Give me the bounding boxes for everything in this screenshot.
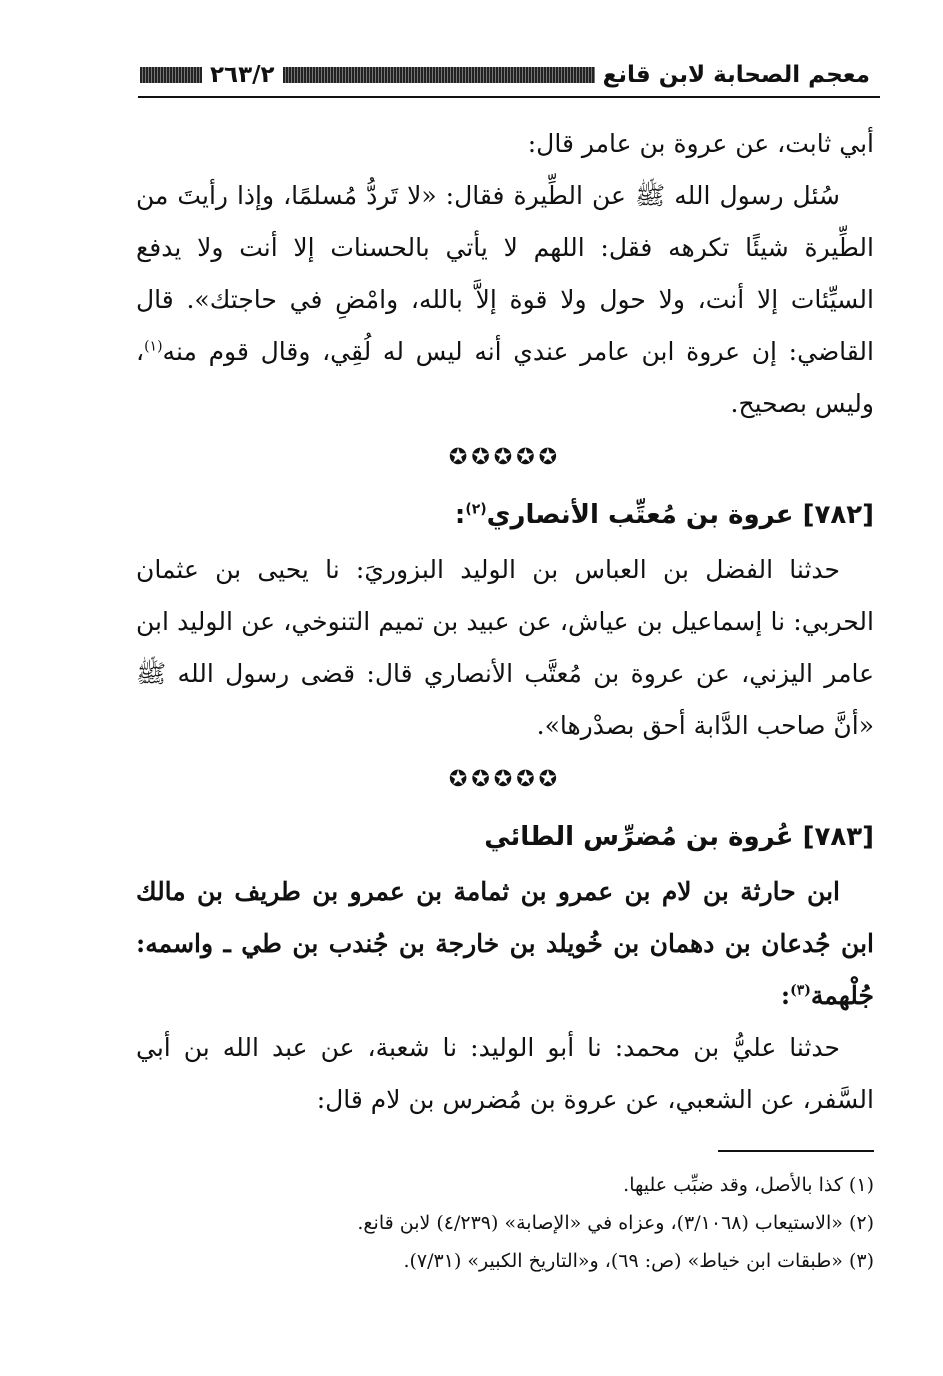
section-divider: ✪✪✪✪✪ [448,445,562,470]
entry-heading-782-colon: : [454,500,466,530]
paragraph-entry-783: حدثنا عليُّ بن محمد: نا أبو الوليد: نا شعبة، عن عبد الله بن أبي السَّفر، عن الشعبي، عن عروة بن مُضرس بن لام قال: [136,1033,874,1114]
paragraph-hadith [136,170,874,430]
paragraph-lineage-text: ابن حارثة بن لام بن عمرو بن ثمامة بن عمرو بن طريف بن مالك ابن جُدعان بن دهمان بن خُويلد بن خارجة بن جُندب بن طي ـ واسمه: جُلْهمة [136,877,874,1010]
paragraph-hadith-text: سُئل رسول الله ﷺ عن الطِّيرة فقال: «لا تَردُّ مُسلمًا، وإذا رأيتَ من الطِّيرة شيئًا تكرهه فقل: اللهم لا يأتي بالحسنات إلا أنت ولا يدفع السيِّئات إلا أنت، ولا حول ولا قوة إلاَّ بالله، وامْضِ في حاجتك». قال القاضي: إن عروة ابن عامر عندي أنه ليس له لُقِي، وقال قوم منه [136,181,875,366]
footnote-ref-3: (٣) [790,982,811,999]
running-header [140,58,878,92]
paragraph-entry-782: حدثنا الفضل بن العباس بن الوليد البزوريَ: نا يحيى بن عثمان الحربي: نا إسماعيل بن عياش، عن عبيد بن تميم التنوخي، عن الوليد ابن عامر اليزني، عن عروة بن مُعتَّب الأنصاري قال: قضى رسول الله ﷺ «أنَّ صاحب الدَّابة أحق بصدْرها». [136,555,874,740]
footnote-ref-2: (٢) [465,501,487,518]
paragraph-hadith-tail: ، وليس بصحيح. [136,337,874,418]
paragraph-lineage [136,866,874,1022]
header-ornament-bar [283,67,595,83]
entry-heading-783: [٧٨٣] عُروة بن مُضرِّس الطائي [484,822,874,852]
main-text [136,118,874,1126]
entry-heading-782 [136,486,874,544]
footnote-rule [718,1150,874,1152]
header-rule [138,96,880,98]
paragraph-continuation: أبي ثابت، عن عروة بن عامر قال: [527,129,874,158]
footnote-3: (٣) «طبقات ابن خياط» (ص: ٦٩)، و«التاريخ الكبير» (٧/٣١). [403,1250,874,1272]
paragraph-lineage-colon: : [780,981,791,1010]
entry-heading-782-text: [٧٨٢] عروة بن مُعتِّب الأنصاري [486,500,874,530]
section-divider-2: ✪✪✪✪✪ [448,767,562,792]
footnote-2: (٢) «الاستيعاب (٣/١٠٦٨)، وعزاه في «الإصابة» (٤/٢٣٩) لابن قانع. [357,1212,874,1234]
footnotes [136,1166,874,1280]
header-ornament-bar-end [140,67,202,83]
footnote-1: (١) كذا بالأصل، وقد ضبِّب عليها. [623,1174,874,1196]
footnote-ref-1: (١) [144,338,163,355]
page-reference: ٢٦٣/٢ [210,62,275,88]
book-title: معجم الصحابة لابن قانع [602,62,870,88]
